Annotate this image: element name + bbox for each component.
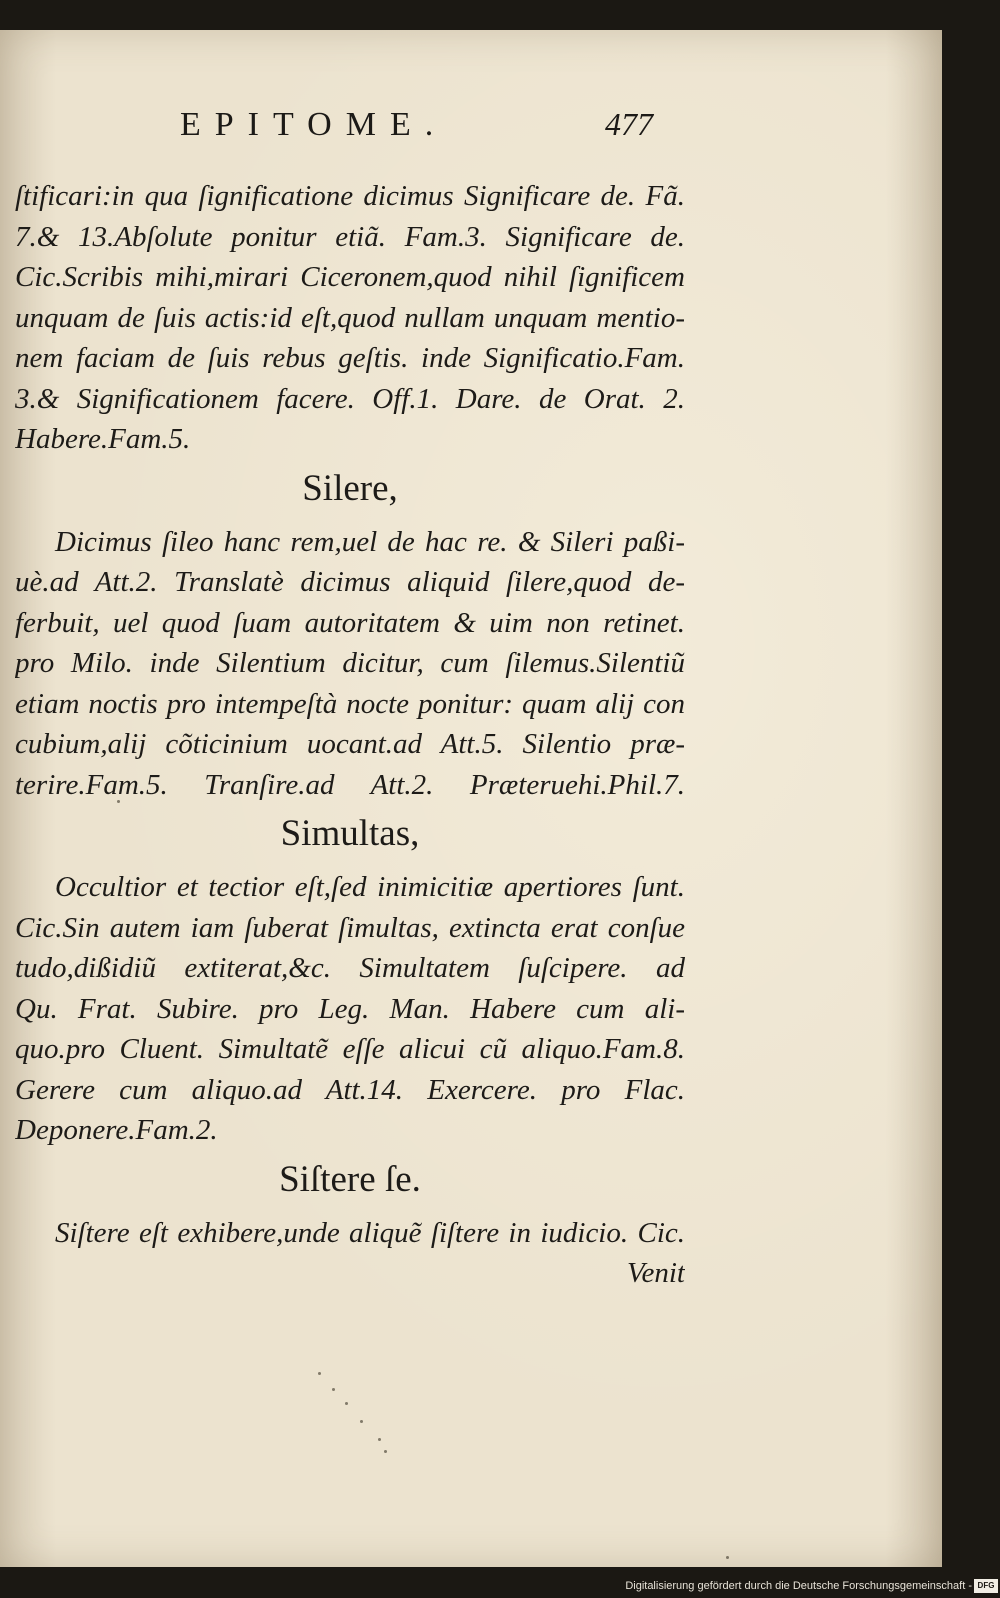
text-line: Deponere.Fam.2. (15, 1114, 218, 1146)
text-line: Cic.Scribis mihi,mirari Ciceronem,quod nihil ſignificem (15, 261, 685, 293)
text-line: Siſtere eſt exhibere,unde aliquẽ ſiſtere in iudicio. Cic. (55, 1216, 685, 1249)
text-line: tudo,dißidiũ extiterat,&c. Simultatem ſuſcipere. ad (15, 952, 685, 984)
text-line: quo.pro Cluent. Simultatẽ eſſe alicui cũ aliquo.Fam.8. (15, 1033, 685, 1065)
text-line: cubium,alij cõticinium uocant.ad Att.5. Silentio præ- (15, 728, 685, 760)
paper-speck (726, 1556, 729, 1559)
running-title: EPITOME. (180, 106, 448, 143)
paper-speck (345, 1402, 348, 1405)
section-silere (15, 462, 685, 806)
page-number: 477 (605, 106, 653, 142)
catchword: Venit (627, 1257, 685, 1289)
text-line: terire.Fam.5. Tranſire.ad Att.2. Præteruehi.Phil.7. (15, 768, 685, 801)
entry-heading: Simultas, (280, 813, 420, 854)
text-line: Cic.Sin autem iam ſuberat ſimultas, extincta erat conſue (15, 911, 685, 944)
footer-bar (0, 1568, 1000, 1598)
text-line: 3.& Significationem facere. Off.1. Dare. de Orat. 2. (15, 382, 685, 415)
text-line: Gerere cum aliquo.ad Att.14. Exercere. pro Flac. (15, 1073, 685, 1106)
dfg-logo-icon: DFG (974, 1579, 998, 1593)
section-continuation (15, 176, 685, 460)
text-line: ferbuit, uel quod ſuam autoritatem & uim non retinet. (15, 606, 685, 639)
paper-speck (384, 1450, 387, 1453)
paper-speck (332, 1388, 335, 1391)
text-line: pro Milo. inde Silentium dicitur, cum ſilemus.Silentiũ (15, 647, 685, 679)
entry-heading: Silere, (302, 467, 398, 509)
text-line: Qu. Frat. Subire. pro Leg. Man. Habere cum ali- (15, 992, 685, 1025)
text-line: 7.& 13.Abſolute ponitur etiã. Fam.3. Significare de. (15, 220, 685, 253)
paper-speck (378, 1438, 381, 1441)
digitization-credit: Digitalisierung gefördert durch die Deutsche Forschungsgemeinschaft - (625, 1580, 972, 1592)
paper-speck (318, 1372, 321, 1375)
section-sistere (15, 1153, 685, 1294)
text-line: Occultior et tectior eſt,ſed inimicitiæ apertiores ſunt. (55, 871, 685, 903)
book-page (0, 30, 942, 1567)
text-line: uè.ad Att.2. Translatè dicimus aliquid ſilere,quod de- (15, 566, 685, 598)
text-line: ſtificari:in qua ſignificatione dicimus Significare de. Fã. (15, 180, 685, 212)
text-line: Habere.Fam.5. (15, 423, 191, 455)
text-line: nem faciam de ſuis rebus geſtis. inde Significatio.Fam. (15, 342, 685, 374)
paper-speck (360, 1420, 363, 1423)
page-header (0, 106, 942, 166)
section-simultas (15, 807, 685, 1151)
text-line: Dicimus ſileo hanc rem,uel de hac re. & Sileri paßi- (55, 525, 685, 558)
paper-speck (117, 800, 120, 803)
entry-heading: Siſtere ſe. (279, 1158, 421, 1200)
main-text (15, 176, 685, 1294)
text-line: unquam de ſuis actis:id eſt,quod nullam unquam mentio- (15, 301, 685, 334)
text-line: etiam noctis pro intempeſtà nocte ponitur: quam alij con (15, 687, 685, 720)
